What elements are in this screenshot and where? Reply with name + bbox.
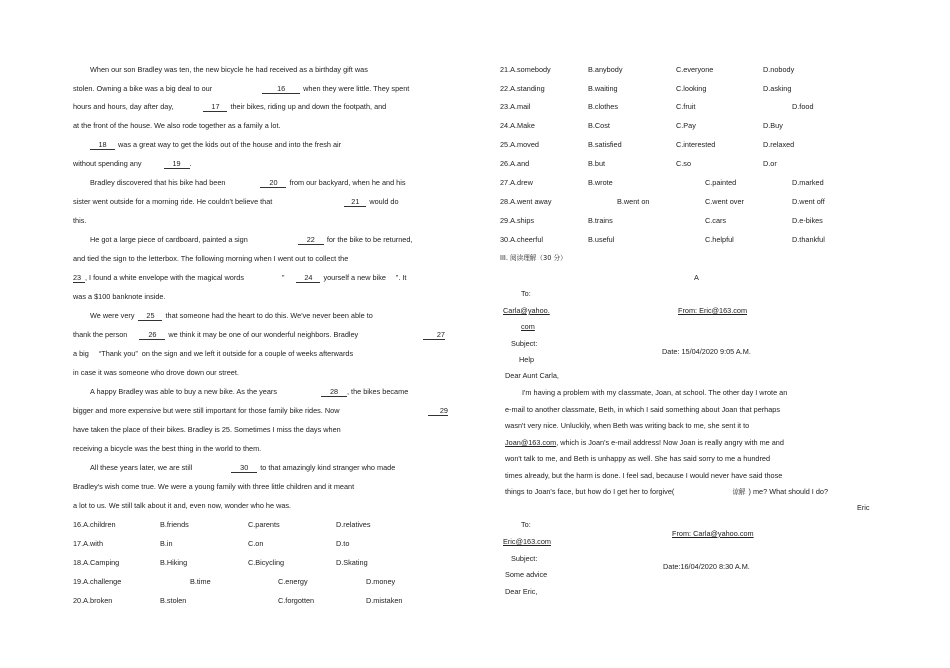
email1-greeting: Dear Aunt Carla,	[505, 371, 559, 380]
option-24-c: C.Pay	[676, 121, 696, 130]
blank-16: 16	[262, 84, 300, 94]
option-18-d: D.Skating	[336, 558, 368, 567]
p4-line2: thank the person 26 we think it may be one of our wonderful neighbors. Bradley	[73, 330, 359, 339]
option-25-a: 25.A.moved	[500, 140, 539, 149]
option-18-c: C.Bicycling	[248, 558, 285, 567]
option-28-a: 28.A.went away	[500, 197, 552, 206]
option-23-a: 23.A.mail	[500, 102, 531, 111]
p6-line2: Bradley's wish come true. We were a young family with three little children and it meant	[73, 482, 355, 491]
option-26-b: B.but	[588, 159, 606, 168]
p5-line4: receiving a bicycle was the best thing in the world to them.	[73, 444, 262, 453]
option-30-a: 30.A.cheerful	[500, 235, 543, 244]
option-21-c: C.everyone	[676, 65, 714, 74]
option-26-d: D.or	[763, 159, 777, 168]
option-16-d: D.relatives	[336, 520, 371, 529]
blank-28: 28	[321, 387, 347, 397]
email1-subject: Help	[519, 355, 535, 364]
email2-subject: Some advice	[505, 570, 548, 579]
option-23-b: B.clothes	[588, 102, 619, 111]
email2-to-address: Eric@163.com	[503, 537, 551, 546]
blank-19: 19	[164, 159, 190, 169]
blank-27: 27	[423, 330, 445, 340]
option-19-b: B.time	[190, 577, 211, 586]
email2-to-label: To:	[521, 520, 531, 529]
email1-body-line2: e-mail to another classmate, Beth, in which I said something about Joan that perhaps	[505, 405, 781, 414]
option-26-c: C.so	[676, 159, 692, 168]
email2-subject-label: Subject:	[511, 554, 538, 563]
option-28-c: C.went over	[705, 197, 744, 206]
option-30-b: B.useful	[588, 235, 615, 244]
blank-21: 21	[344, 197, 366, 207]
p3-line1: He got a large piece of cardboard, painted a sign 22 for the bike to be returned,	[90, 235, 413, 244]
email1-subject-label: Subject:	[511, 339, 538, 348]
p3-line4: was a $100 banknote inside.	[73, 292, 166, 301]
email1-body-line3: wasn't very nice. Unluckily, when Beth was writing back to me, she sent it to	[505, 421, 750, 430]
option-29-a: 29.A.ships	[500, 216, 535, 225]
email1-body-line5: won't talk to me, and Beth is unhappy as well. She has said sorry to me a hundred	[505, 454, 771, 463]
p1-line5: 18 was a great way to get the kids out of the house and into the fresh air	[90, 140, 341, 150]
email1-body-line1: I'm having a problem with my classmate, Joan, at school. The other day I wrote an	[522, 388, 788, 397]
blank-26: 26	[139, 330, 165, 340]
option-24-d: D.Buy	[763, 121, 783, 130]
section-heading: III. 阅读理解（30 分）	[500, 254, 567, 262]
blank-25: 25	[138, 311, 162, 321]
option-30-d: D.thankful	[792, 235, 825, 244]
email1-from: From: Eric@163.com	[678, 306, 748, 315]
option-20-c: C.forgotten	[278, 596, 315, 605]
email1-body-line6: times already, but the harm is done. I feel sad, because I would never have said those	[505, 471, 783, 480]
option-29-d: D.e-bikes	[792, 216, 823, 225]
p6-line3: a lot to us. We still talk about it and, even now, wonder who he was.	[73, 501, 292, 510]
option-27-d: D.marked	[792, 178, 824, 187]
p3-line2: and tied the sign to the letterbox. The following morning when I went out to collect the	[73, 254, 349, 263]
option-18-a: 18.A.Camping	[73, 558, 120, 567]
email1-body-line4: Joan@163.com, which is Joan's e-mail address! Now Joan is really angry with me and	[505, 438, 784, 447]
option-25-b: B.satisfied	[588, 140, 622, 149]
option-29-c: C.cars	[705, 216, 727, 225]
option-26-a: 26.A.and	[500, 159, 530, 168]
option-29-b: B.trains	[588, 216, 613, 225]
blank-17: 17	[203, 102, 227, 112]
blank-29: 29	[428, 406, 448, 416]
option-20-a: 20.A.broken	[73, 596, 113, 605]
email1-to-address: Carla@yahoo.	[503, 306, 550, 315]
option-19-d: D.money	[366, 577, 396, 586]
p4-line1: We were very 25 that someone had the heart to do this. We've never been able to	[90, 311, 373, 320]
p2-line1: Bradley discovered that his bike had been 20 from our backyard, when he and his	[90, 178, 406, 187]
option-20-b: B.stolen	[160, 596, 187, 605]
p2-line2: sister went outside for a morning ride. He couldn't believe that 21 would do	[73, 197, 399, 206]
option-27-c: C.painted	[705, 178, 737, 187]
option-16-b: B.friends	[160, 520, 189, 529]
option-21-a: 21.A.somebody	[500, 65, 551, 74]
p2-line3: this.	[73, 216, 87, 225]
p1-line2: stolen. Owning a bike was a big deal to our 16 when they were little. They spent	[73, 84, 410, 93]
p5-line2: bigger and more expensive but were still important for those family bike rides. Now	[73, 406, 340, 415]
blank-18: 18	[90, 140, 115, 150]
p6-line1: All these years later, we are still 30 to that amazingly kind stranger who made	[90, 463, 396, 472]
p4-line4: in case it was someone who drove down our street.	[73, 368, 239, 377]
option-22-b: B.waiting	[588, 84, 618, 93]
email1-date: Date: 15/04/2020 9:05 A.M.	[662, 347, 751, 356]
email2-greeting: Dear Eric,	[505, 587, 538, 596]
option-17-b: B.in	[160, 539, 173, 548]
option-24-a: 24.A.Make	[500, 121, 535, 130]
option-17-d: D.to	[336, 539, 350, 548]
p5-line1: A happy Bradley was able to buy a new bike. As the years 28 , the bikes became	[90, 387, 409, 396]
option-16-c: C.parents	[248, 520, 280, 529]
passage-label: A	[694, 273, 699, 282]
email2-date: Date:16/04/2020 8:30 A.M.	[663, 562, 750, 571]
option-22-d: D.asking	[763, 84, 792, 93]
option-17-a: 17.A.with	[73, 539, 104, 548]
option-22-c: C.looking	[676, 84, 707, 93]
p1-line6: without spending any 19 .	[73, 159, 192, 168]
p5-line3: have taken the place of their bikes. Bradley is 25. Sometimes I miss the days when	[73, 425, 341, 434]
option-28-d: D.went off	[792, 197, 825, 206]
option-25-d: D.relaxed	[763, 140, 795, 149]
p1-line1: When our son Bradley was ten, the new bicycle he had received as a birthday gift was	[90, 65, 368, 74]
option-17-c: C.on	[248, 539, 264, 548]
p4-line3: a big “Thank you” on the sign and we left it outside for a couple of weeks afterwards	[73, 349, 354, 358]
email1-to-label: To:	[521, 289, 531, 298]
blank-30: 30	[231, 463, 257, 473]
email1-signature: Eric	[857, 503, 870, 512]
option-21-b: B.anybody	[588, 65, 623, 74]
option-23-c: C.fruit	[676, 102, 696, 111]
option-24-b: B.Cost	[588, 121, 610, 130]
option-30-c: C.helpful	[705, 235, 734, 244]
option-27-a: 27.A.drew	[500, 178, 533, 187]
option-23-d: D.food	[792, 102, 814, 111]
option-27-b: B.wrote	[588, 178, 613, 187]
p3-line3: 23 , I found a white envelope with the magical words ” 24 yourself a new bike ”. It	[73, 273, 407, 282]
option-16-a: 16.A.children	[73, 520, 116, 529]
blank-20: 20	[260, 178, 286, 188]
p1-line3: hours and hours, day after day, 17 their bikes, riding up and down the footpath, and	[73, 102, 387, 111]
option-28-b: B.went on	[617, 197, 650, 206]
p1-line4: at the front of the house. We also rode together as a family a lot.	[73, 121, 281, 130]
blank-23: 23	[73, 273, 85, 283]
blank-24: 24	[296, 273, 320, 283]
blank-22: 22	[298, 235, 324, 245]
option-20-d: D.mistaken	[366, 596, 403, 605]
option-22-a: 22.A.standing	[500, 84, 545, 93]
option-21-d: D.nobody	[763, 65, 795, 74]
option-25-c: C.interested	[676, 140, 716, 149]
option-19-a: 19.A.challenge	[73, 577, 122, 586]
email1-body-line7: things to Joan's face, but how do I get her to forgive( 谅解 ) me? What should I do?	[505, 487, 829, 496]
email2-from: From: Carla@yahoo.com	[672, 529, 754, 538]
email1-to-address-cont: com	[521, 322, 535, 331]
option-19-c: C.energy	[278, 577, 308, 586]
option-18-b: B.Hiking	[160, 558, 188, 567]
